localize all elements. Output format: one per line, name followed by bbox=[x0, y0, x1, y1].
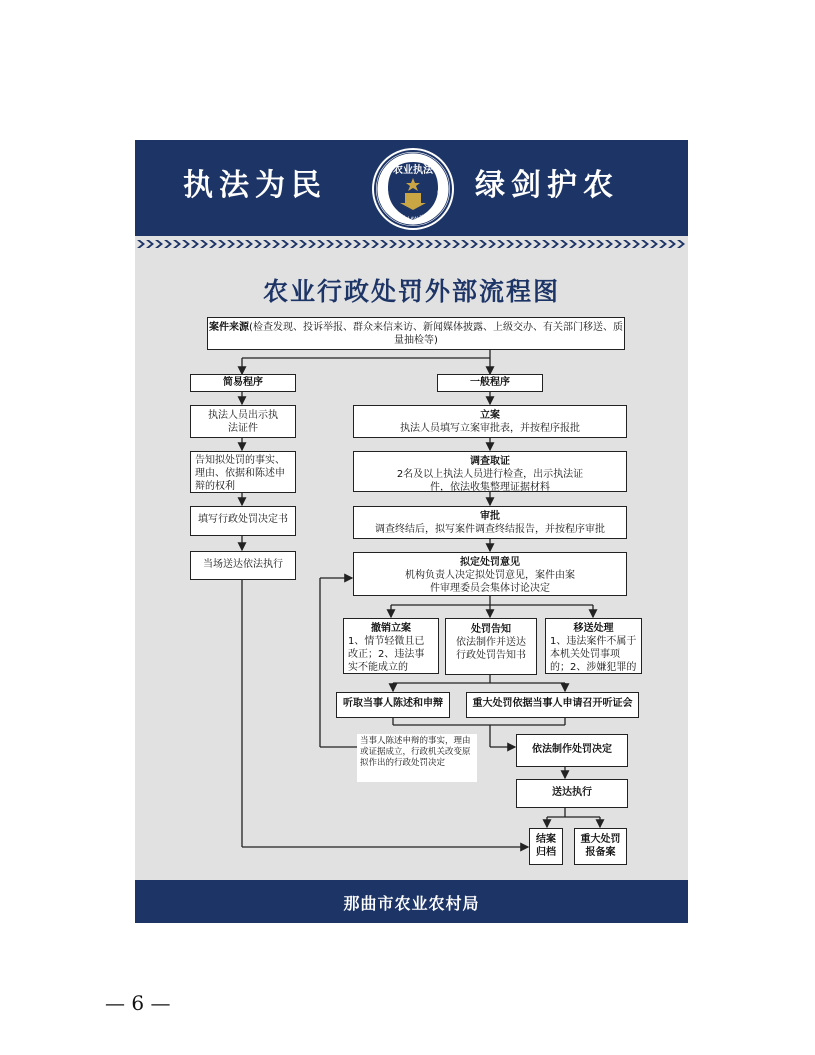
revoke-case-box bbox=[343, 618, 439, 674]
revoke-case-desc: 1、情节轻微且已改正；2、违法事实不能成立的 bbox=[348, 636, 425, 673]
approval-desc: 调查终结后，拟写案件调查终结报告，并按程序审批 bbox=[375, 524, 605, 535]
poster bbox=[135, 140, 688, 923]
hearing-request-box: 重大处罚依据当事人申请召开听证会 bbox=[466, 692, 639, 718]
case-filing-box bbox=[353, 405, 627, 438]
decision-change-note: 当事人陈述申辩的事实，理由或证据成立，行政机关改变原拟作出的行政处罚决定 bbox=[357, 734, 477, 782]
case-closing-box: 结案归档 bbox=[529, 828, 563, 865]
penalty-opinion-desc: 机构负责人决定拟处罚意见，案件由案件审理委员会集体讨论决定 bbox=[405, 570, 575, 594]
penalty-opinion-box bbox=[353, 552, 627, 596]
penalty-notice-box bbox=[445, 618, 537, 675]
transfer-handling-desc: 1、违法案件不属于本机关处罚事项的；2、涉嫌犯罪的 bbox=[550, 636, 637, 673]
approval-box bbox=[353, 506, 627, 539]
delivery-execution-box: 送达执行 bbox=[516, 779, 628, 808]
onsite-delivery-box: 当场送达依法执行 bbox=[190, 551, 296, 580]
slogan-left: 执法为民 bbox=[183, 168, 327, 203]
simple-procedure-box: 简易程序 bbox=[190, 374, 296, 392]
case-filing-title: 立案 bbox=[480, 410, 500, 421]
transfer-handling-box bbox=[545, 618, 642, 674]
hear-statement-box: 听取当事人陈述和申辩 bbox=[336, 692, 450, 718]
major-penalty-filing-box: 重大处罚报备案 bbox=[574, 828, 627, 865]
penalty-notice-title: 处罚告知 bbox=[471, 624, 511, 635]
approval-title: 审批 bbox=[480, 511, 500, 522]
emblem-ring-text: AGRICULTURAL LAW ENFORCEMENT bbox=[382, 190, 444, 223]
revoke-case-title: 撤销立案 bbox=[371, 623, 411, 634]
transfer-handling-title: 移送处理 bbox=[573, 623, 614, 634]
general-procedure-box: 一般程序 bbox=[437, 374, 543, 392]
case-source-text: 案件来源(检查发现、投诉举报、群众来信来访、新闻媒体披露、上级交办、有关部门移送、质量抽检等) bbox=[209, 322, 623, 346]
case-source-box bbox=[207, 317, 625, 350]
emblem-top-text: 农业执法 bbox=[393, 165, 433, 176]
flowchart-title: 农业行政处罚外部流程图 bbox=[262, 277, 560, 306]
slogan-right: 绿剑护农 bbox=[475, 168, 619, 203]
case-filing-desc: 执法人员填写立案审批表，并按程序报批 bbox=[400, 423, 580, 434]
footer-banner bbox=[135, 880, 688, 923]
inform-rights-box: 告知拟处罚的事实、理由、依据和陈述申辩的权利 bbox=[190, 451, 296, 493]
investigation-desc: 2名及以上执法人员进行检查，出示执法证件，依法收集整理证据材料 bbox=[396, 469, 584, 493]
make-decision-box: 依法制作处罚决定 bbox=[516, 734, 628, 767]
penalty-opinion-title: 拟定处罚意见 bbox=[460, 557, 520, 568]
show-credentials-box: 执法人员出示执法证件 bbox=[190, 405, 296, 438]
penalty-notice-desc: 依法制作并送达行政处罚告知书 bbox=[456, 637, 526, 661]
footer-organization: 那曲市农业农村局 bbox=[343, 894, 480, 913]
page-number: — 6 — bbox=[105, 991, 171, 1015]
investigation-box bbox=[353, 451, 627, 492]
fill-decision-box: 填写行政处罚决定书 bbox=[190, 506, 296, 536]
investigation-title: 调查取证 bbox=[470, 456, 510, 467]
